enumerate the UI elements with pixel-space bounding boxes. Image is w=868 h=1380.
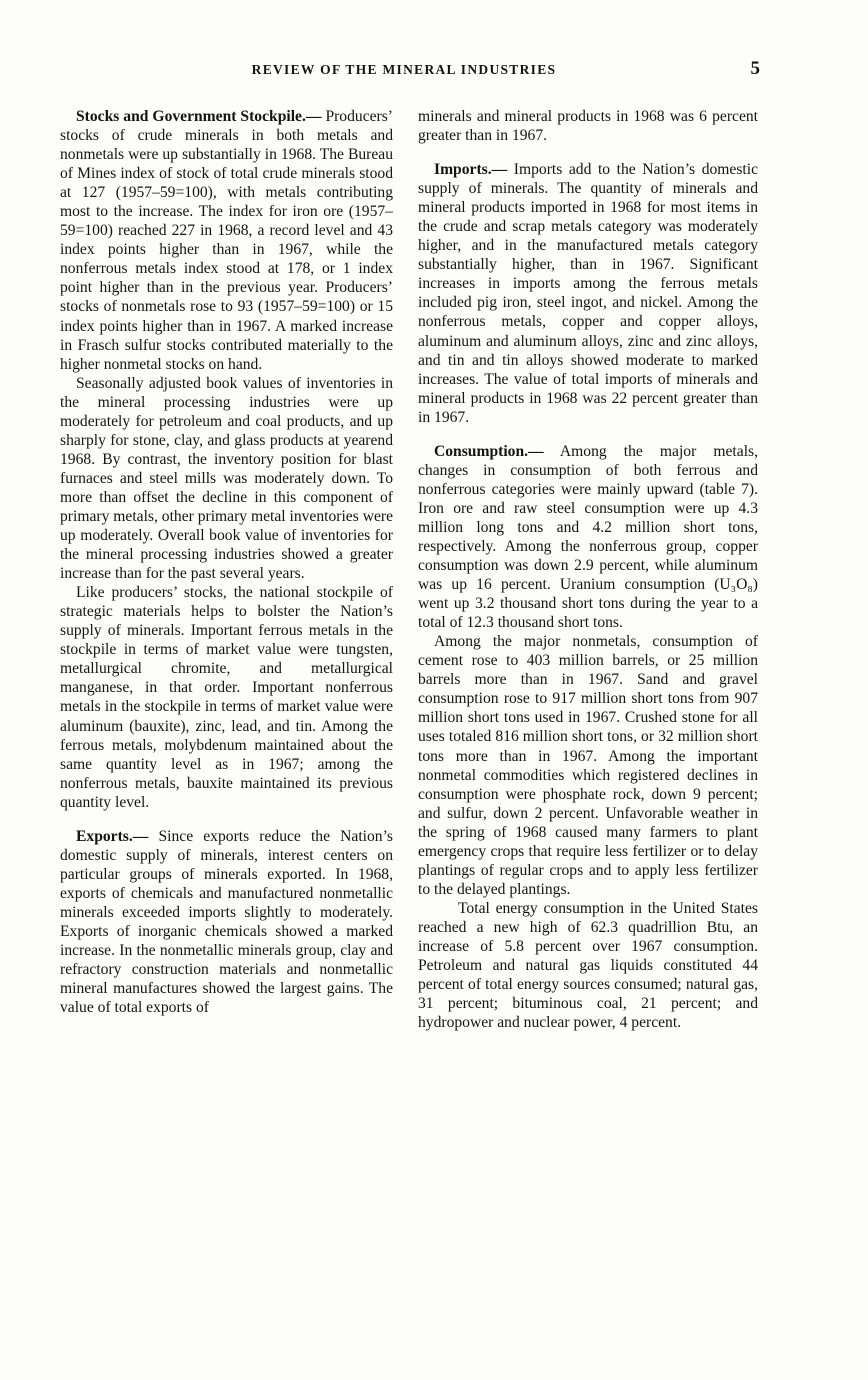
left-column	[60, 107, 393, 1017]
exports-continuation: minerals and mineral products in 1968 was 6 percent greater than in 1967.	[418, 108, 758, 145]
consumption-paragraph-1-text: Among the major metals, changes in consumption of both ferrous and nonferrous categories were mainly upward (table 7). Iron ore and raw steel consumption were up 4.3 million long tons and 4.2 million short tons, respectively. Among the nonferrous group, copper consumption was down 2.9 percent, while aluminum was up 16 percent. Uranium consumption (U₃O₈) went up 3.2 thousand short tons during the year to a total of 12.3 thousand short tons.	[418, 442, 758, 632]
stocks-paragraph-2: Seasonally adjusted book values of inventories in the mineral processing industries were up moderately for petroleum and coal products, and up sharply for stone, clay, and glass products at yearend 1968. By contrast, the inventory position for blast furnaces and steel mills was moderately down. To more than offset the decline in this component of primary metals, other primary metal inventories were up moderately. Overall book value of inventories for the mineral processing industries showed a greater increase than for the past several years.	[60, 374, 393, 583]
imports-heading: Imports.—	[434, 161, 508, 179]
consumption-paragraph-3: Total energy consumption in the United States reached a new high of 62.3 quadrillion Btu, an increase of 5.8 percent over 1967 consumption. Petroleum and natural gas liquids constituted 44 percent of total energy sources consumed; natural gas, 31 percent; bituminous coal, 21 percent; and hydropower and nuclear power, 4 percent.	[418, 899, 758, 1032]
consumption-paragraph-1	[418, 442, 758, 632]
stocks-paragraph-3: Like producers’ stocks, the national stockpile of strategic materials helps to bolster the Nation’s supply of minerals. Important ferrous metals in the stockpile in terms of market value were tungsten, metallurgical chromite, and metallurgical manganese, in that order. Important nonferrous metals in the stockpile in terms of market value were aluminum (bauxite), zinc, lead, and tin. Among the ferrous metals, molybdenum maintained about the same quantity level as in 1967; among the nonferrous metals, bauxite maintained its previous quantity level.	[60, 584, 393, 811]
stocks-paragraph-1-text: Producers’ stocks of crude minerals in both metals and nonmetals were up substantially in 1968. The Bureau of Mines index of stock of total crude minerals stood at 127 (1957–59=100), with metals contributing most to the increase. The index for iron ore (1957–59=100) reached 227 in 1968, a record level and 43 index points higher than in 1967, while the nonferrous metals index stood at 178, or 1 index point higher than in the previous year. Producers’ stocks of nonmetals rose to 93 (1957–59=100) or 15 index points higher than in 1967. A marked increase in Frasch sulfur stocks contributed materially to the higher nonmetal stocks on hand.	[60, 108, 393, 373]
consumption-paragraph-2: Among the major nonmetals, consumption of cement rose to 403 million barrels, or 25 million barrels more than in 1967. Sand and gravel consumption rose to 917 million short tons from 907 million short tons used in 1967. Crushed stone for all uses totaled 816 million short tons, or 32 million short tons more than in 1967. Among the important nonmetal commodities which registered declines in consumption were phosphate rock, down 9 percent; and sulfur, down 2 percent. Unfavorable weather in the spring of 1968 caused many farmers to plant emergency crops that require less fertilizer or to delay plantings of regular crops and to apply less fertilizer to the delayed plantings.	[418, 633, 758, 898]
consumption-heading: Consumption.—	[434, 442, 544, 460]
running-header	[0, 60, 868, 84]
page-number: 5	[750, 58, 760, 79]
exports-paragraph-1-text: Since exports reduce the Nation’s domestic supply of minerals, interest centers on particular groups of minerals exported. In 1968, exports of chemicals and manufactured nonmetallic minerals exceeded imports slightly to moderately. Exports of inorganic chemicals showed a marked increase. In the nonmetallic minerals group, clay and refractory construction materials and nonmetallic mineral manufactures showed the largest gains. The value of total exports of	[60, 827, 393, 1017]
exports-paragraph-1	[60, 827, 393, 1017]
running-title: REVIEW OF THE MINERAL INDUSTRIES	[251, 62, 557, 77]
imports-paragraph-1-text: Imports add to the Nation’s domestic supply of minerals. The quantity of minerals and mineral products imported in 1968 for most items in the crude and scrap metals category was moderately higher, and in the manufactured metals category substantially higher, than in 1967. Significant increases in imports among the ferrous metals included pig iron, steel ingot, and nickel. Among the nonferrous metals, copper and copper alloys, aluminum and aluminum alloys, zinc and zinc alloys, and tin and tin alloys showed moderate to marked increases. The value of total imports of minerals and mineral products in 1968 was 22 percent greater than in 1967.	[418, 161, 758, 426]
right-column	[418, 107, 758, 1032]
stocks-paragraph-1	[60, 107, 393, 374]
exports-heading: Exports.—	[76, 827, 149, 845]
stocks-heading: Stocks and Government Stockpile.—	[76, 108, 322, 125]
imports-paragraph-1	[418, 160, 758, 427]
